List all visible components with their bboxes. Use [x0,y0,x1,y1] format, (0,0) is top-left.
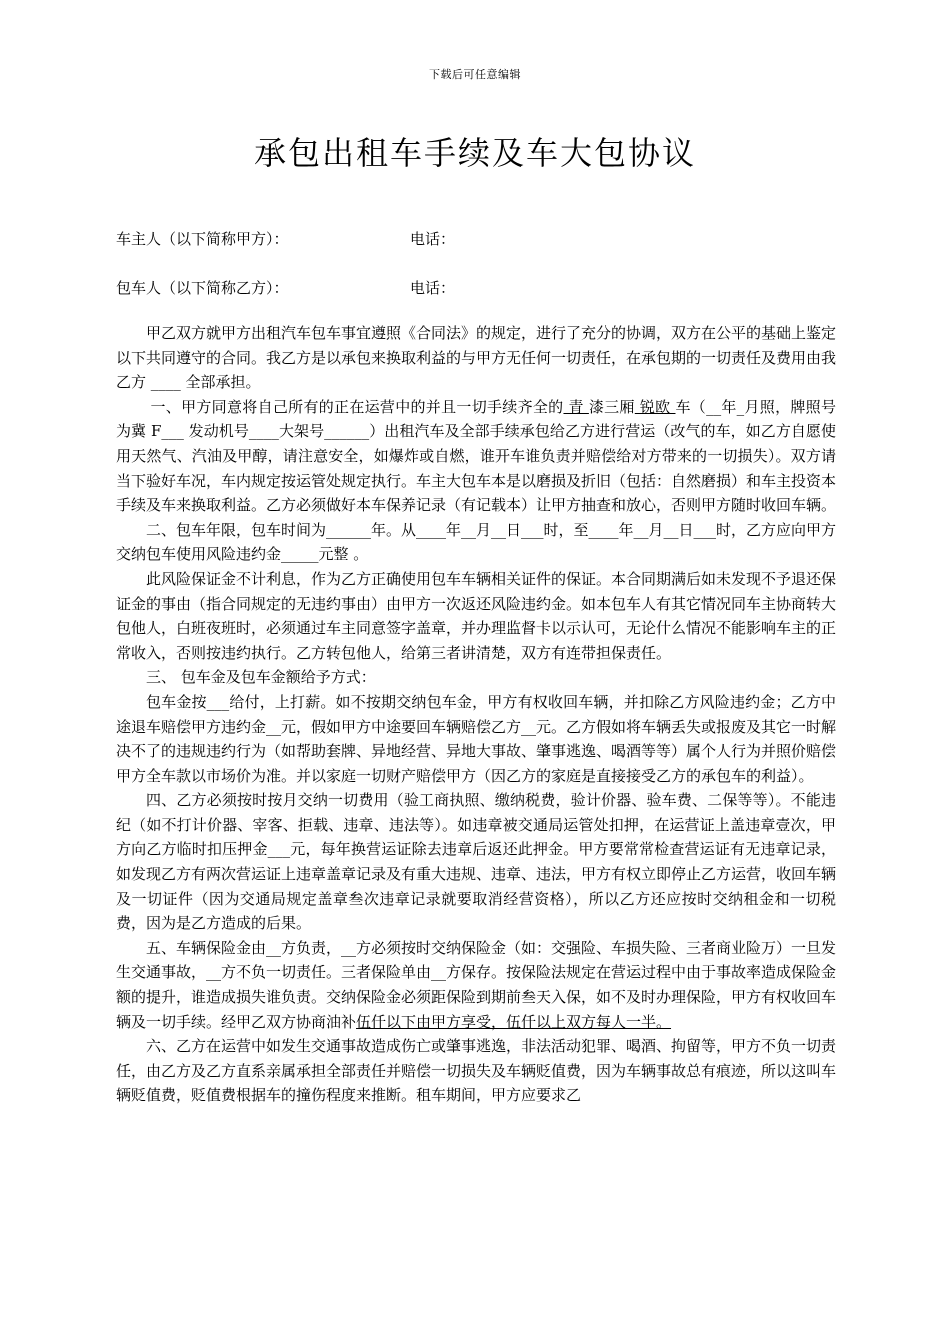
paragraph-deposit: 此风险保证金不计利息，作为乙方正确使用包车车辆相关证件的保证。本合同期满后如未发现不予退还保证金的事由（指合同规定的无违约事由）由甲方一次返还风险违约金。如本包车人有其它情况同车主协商转大包他人，白班夜班时，必须通过车主同意签字盖章，并办理监督卡以示认可，无论什么情况不能影响车主的正常收入，否则按违约执行。乙方转包他人，给第三者讲清楚，双方有连带担保责任。 [116,569,837,662]
driver-phone-label: 电话： [410,279,456,297]
clause-1-text-c: 车（__年_月照，牌照号为冀 F___ 发动机号____大架号______）出租汽车及全部手续承包给乙方进行营运（改气的车，如乙方自愿使用天然气、汽油及甲醇，请注意安全，如爆炸或自燃，谁开车谁负责并赔偿给对方带来的一切损失）。双方请当下验好车况，车内规定按运管处规定执行。车主大包车本是以磨损及折旧（包括：自然磨损）和车主投资本手续及车来换取利益。乙方必须做好本车保养记录（有记载本）让甲方抽查和放心，否则甲方随时收回车辆。 [116,397,837,515]
paragraph-clause-3-body: 包车金按___给付，上打薪。如不按期交纳包车金，甲方有权收回车辆，并扣除乙方风险违约金；乙方中途退车赔偿甲方违约金__元，假如甲方中途要回车辆赔偿乙方__元。乙方假如将车辆丢失或报废及其它一时解决不了的违规违约行为（如帮助套牌、异地经营、异地大事故、肇事逃逸、喝酒等等）属个人行为并照价赔偿甲方全车款以市场价为准。并以家庭一切财产赔偿甲方（因乙方的家庭是直接接受乙方的承包车的利益）。 [116,692,837,785]
clause-1-text-b: 漆三厢 [588,397,635,416]
owner-label: 车主人（以下简称甲方）： [116,230,289,248]
clause-5-underlined: 伍仟以下由甲方享受，伍仟以上双方每人一半。 [356,1012,672,1031]
paragraph-clause-6: 六、乙方在运营中如发生交通事故造成伤亡或肇事逃逸，非法活动犯罪、喝酒、拘留等，甲方不负一切责任，由乙方及乙方直系亲属承担全部责任并赔偿一切损失及车辆贬值费，因为车辆事故总有痕迹，所以这叫车辆贬值费，贬值费根据车的撞伤程度来推断。租车期间，甲方应要求乙 [116,1037,837,1105]
paragraph-clause-2: 二、包车年限，包车时间为______年。从____年__月__日___时，至____年__月__日___时，乙方应向甲方交纳包车使用风险违约金_____元整 。 [116,520,837,564]
header-note: 下载后可任意编辑 [429,68,521,81]
paragraph-clause-5 [116,936,836,1034]
party-owner-line [116,228,456,249]
party-driver-line [116,277,456,298]
car-model: 锐欧 [634,397,676,416]
owner-phone-label: 电话： [410,230,456,248]
contract-body [116,321,836,1108]
clause-5-text: 五、车辆保险金由__方负责，__方必须按时交纳保险金（如：交强险、车损失险、三者商业险万）一旦发生交通事故，__方不负一切责任。三者保险单由__方保存。按保险法规定在营运过程中由于事故率造成保险金额的提升，谁造成损失谁负责。交纳保险金必须距保险到期前叁天入保，如不及时办理保险，甲方有权收回车辆及一切手续。经甲乙双方协商油补 [116,938,837,1031]
car-color: 青 [563,397,589,416]
paragraph-clause-4: 四、乙方必须按时按月交纳一切费用（验工商执照、缴纳税费，验计价器、验车费、二保等等）。不能违纪（如不打计价器、宰客、拒载、违章、违法等）。如违章被交通局运管处扣押，在运营证上盖违章壹次，甲方向乙方临时扣压押金___元，每年换营运证除去违章后返还此押金。甲方要常常检查营运证有无违章记录，如发现乙方有两次营运证上违章盖章记录及有重大违规、违章、违法，甲方有权立即停止乙方运营，收回车辆及一切证件（因为交通局规定盖章叁次违章记录就要取消经营资格），所以乙方还应按时交纳租金和一切税费，因为是乙方造成的后果。 [116,791,837,933]
clause-1-text-a: 一、甲方同意将自己所有的正在运营中的并且一切手续齐全的 [150,397,564,416]
driver-label: 包车人（以下简称乙方）： [116,279,289,297]
paragraph-clause-1 [116,395,836,518]
document-title: 承包出租车手续及车大包协议 [253,134,696,172]
paragraph-clause-3-heading: 三、 包车金及包车金额给予方式： [146,668,376,687]
paragraph-preamble: 甲乙双方就甲方出租汽车包车事宜遵照《合同法》的规定，进行了充分的协调，双方在公平的基础上鉴定以下共同遵守的合同。我乙方是以承包来换取利益的与甲方无任何一切责任，在承包期的一切责任及费用由我乙方 ____ 全部承担。 [116,324,837,392]
